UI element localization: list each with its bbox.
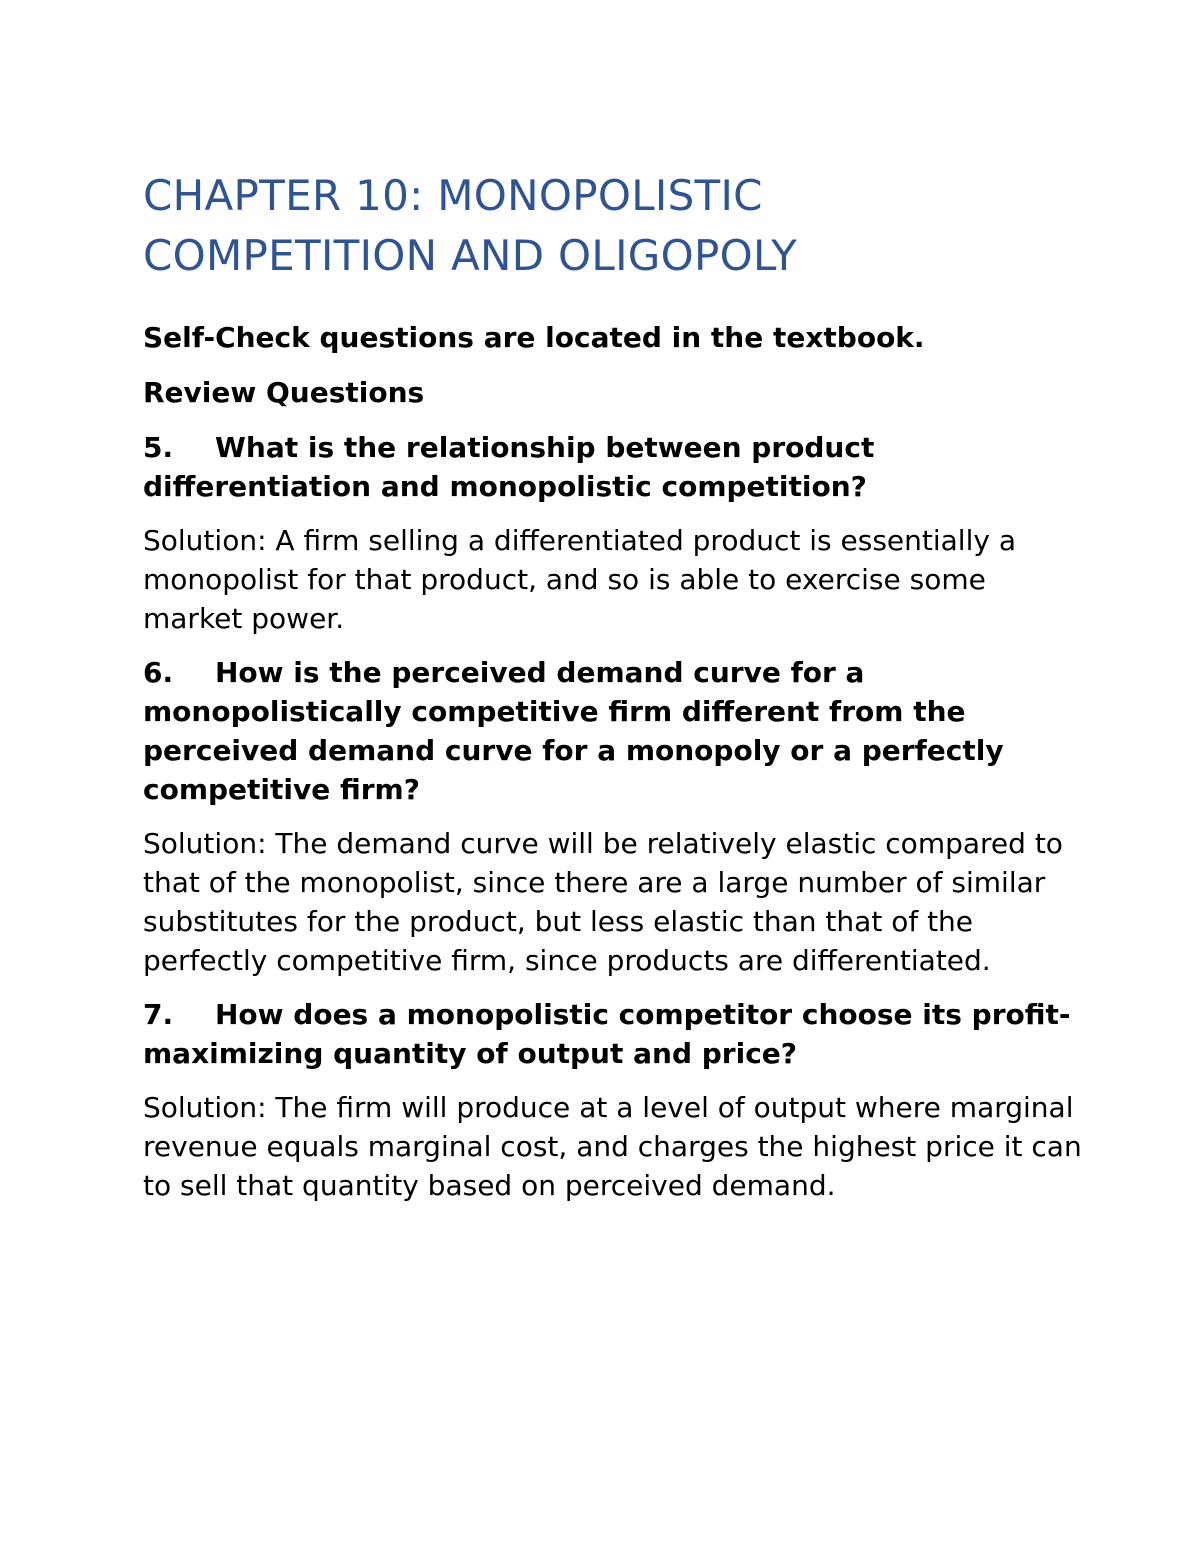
chapter-title [143,166,1083,286]
question-5 [143,428,1083,506]
question-number: 7. [143,998,174,1031]
solution-6: Solution: The demand curve will be relatively elastic compared to that of the monopolist, since there are a large number of similar substitutes for the product, but less elastic than that of the perfectly competitive firm, since products are differentiated. [143,827,1063,977]
question-text: How is the perceived demand curve for a monopolistically competitive firm different from the perceived demand curve for a monopoly or a perfectly competitive firm? [143,656,1004,806]
question-7 [143,995,1083,1073]
question-block-6 [143,653,1083,980]
question-number: 5. [143,431,174,464]
question-block-5 [143,428,1083,638]
question-text: How does a monopolistic competitor choose its profit-maximizing quantity of output and price? [143,998,1071,1070]
review-questions-heading: Review Questions [143,376,425,409]
question-block-7 [143,995,1083,1205]
solution-7: Solution: The firm will produce at a level of output where marginal revenue equals marginal cost, and charges the highest price it can to sell that quantity based on perceived demand. [143,1091,1082,1202]
chapter-title-line-1: CHAPTER 10: MONOPOLISTIC [143,171,763,220]
question-text: What is the relationship between product differentiation and monopolistic competition? [143,431,875,503]
document-page [143,166,1083,1205]
question-number: 6. [143,656,174,689]
self-check-note: Self-Check questions are located in the textbook. [143,321,925,354]
question-6 [143,653,1083,809]
solution-5: Solution: A firm selling a differentiated product is essentially a monopolist for that product, and so is able to exercise some market power. [143,524,1016,635]
chapter-title-line-2: COMPETITION AND OLIGOPOLY [143,231,798,280]
